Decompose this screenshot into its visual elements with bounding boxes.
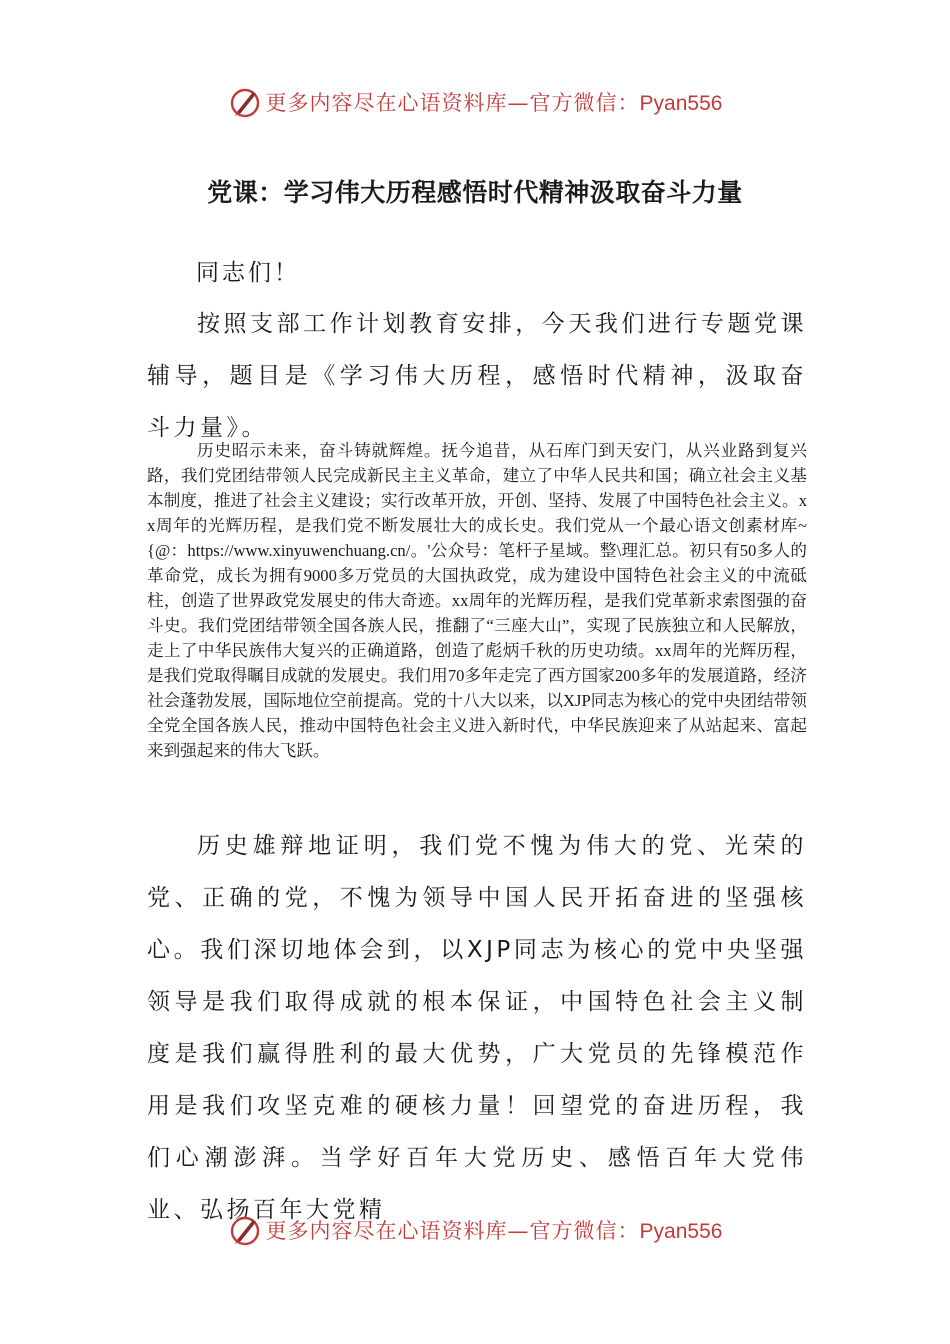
banner-text: 更多内容尽在心语资料库—官方微信：Pyan556 — [265, 91, 723, 115]
paragraph-intro: 按照支部工作计划教育安排，今天我们进行专题党课辅导，题目是《学习伟大历程，感悟时代精神，汲取奋斗力量》。 — [147, 311, 807, 441]
pen-circle-logo-icon — [228, 85, 262, 119]
greeting: 同志们！ — [196, 260, 300, 286]
banner-text: 更多内容尽在心语资料库—官方微信：Pyan556 — [265, 1219, 723, 1243]
footer-banner — [0, 1206, 950, 1254]
document-title: 党课：学习伟大历程感悟时代精神汲取奋斗力量 — [207, 178, 743, 207]
wechat-id: Pyan556 — [639, 1220, 723, 1243]
paragraph-proof: 历史雄辩地证明，我们党不愧为伟大的党、光荣的党、正确的党，不愧为领导中国人民开拓奋进的坚强核心。我们深切地体会到，以XJP同志为核心的党中央坚强领导是我们取得成就的根本保证，中国特色社会主义制度是我们赢得胜利的最大优势，广大党员的先锋模范作用是我们攻坚克难的硬核力量！回望党的奋进历程，我们心潮澎湃。当学好百年大党历史、感悟百年大党伟业、弘扬百年大党精 — [147, 833, 807, 1223]
header-banner — [0, 78, 950, 126]
paragraph-history: 历史昭示未来，奋斗铸就辉煌。抚今追昔，从石库门到天安门，从兴业路到复兴路，我们党团结带领人民完成新民主主义革命，建立了中华人民共和国；确立社会主义基本制度，推进了社会主义建设；实行改革开放，开创、坚持、发展了中国特色社会主义。xx周年的光辉历程，是我们党不断发展壮大的成长史。我们党从一个最心语文创素材库~{@：https://www.xinyuwenchuang.cn/。'公众号：笔杆子星域。整\理汇总。初只有50多人的革命党，成长为拥有9000多万党员的大国执政党，成为建设中国特色社会主义的中流砥柱，创造了世界政党发展史的伟大奇迹。xx周年的光辉历程，是我们党革新求索图强的奋斗史。我们党团结带领全国各族人民，推翻了“三座大山”，实现了民族独立和人民解放，走上了中华民族伟大复兴的正确道路，创造了彪炳千秋的历史功绩。xx周年的光辉历程，是我们党取得瞩目成就的发展史。我们用70多年走完了西方国家200多年的发展道路，经济社会蓬勃发展，国际地位空前提高。党的十八大以来，以XJP同志为核心的党中央团结带领全党全国各族人民，推动中国特色社会主义进入新时代，中华民族迎来了从站起来、富起来到强起来的伟大飞跃。 — [147, 441, 807, 760]
pen-circle-logo-icon — [228, 1213, 262, 1247]
wechat-id: Pyan556 — [639, 92, 723, 115]
